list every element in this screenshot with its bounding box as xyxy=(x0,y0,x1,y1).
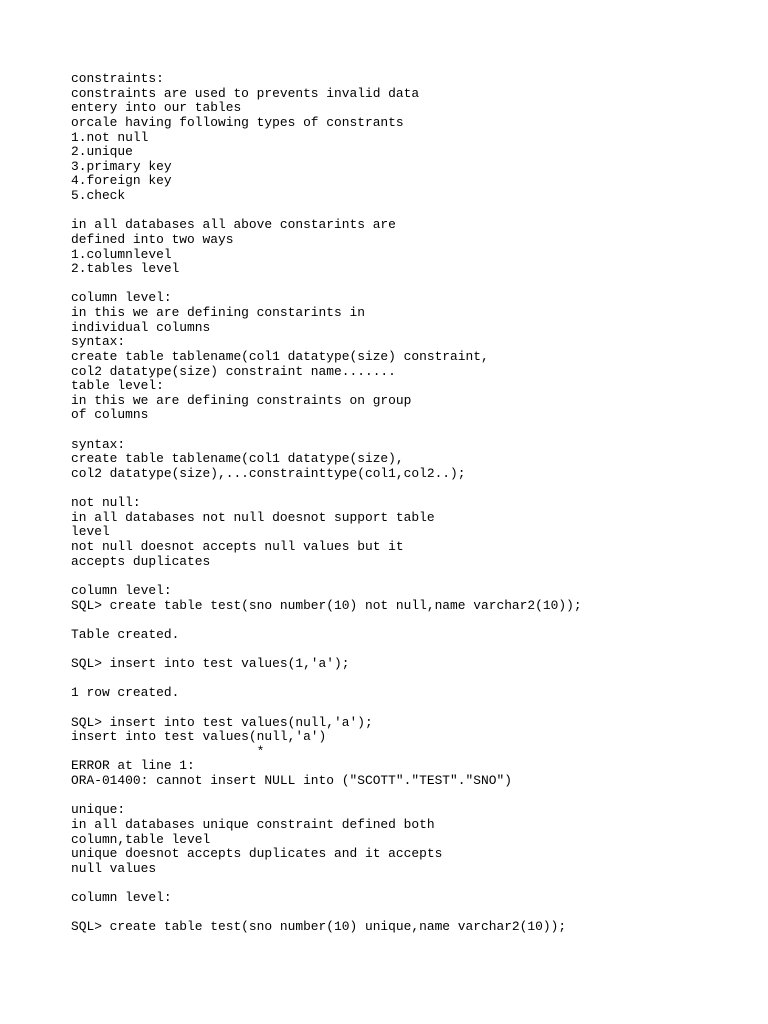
text-line: orcale having following types of constrants xyxy=(71,114,404,130)
text-line: null values xyxy=(71,860,157,876)
text-line: in all databases not null doesnot support table xyxy=(71,509,435,525)
blank-line xyxy=(71,423,582,438)
text-line: table level: xyxy=(71,378,164,394)
text-line: syntax: xyxy=(71,334,126,350)
text-line: 2.tables level xyxy=(71,261,180,277)
blank-line xyxy=(71,642,582,657)
text-line: defined into two ways xyxy=(71,231,234,247)
text-line: insert into test values(null,'a') xyxy=(71,729,327,745)
text-line: in this we are defining constarints in xyxy=(71,305,365,320)
text-line: not null: xyxy=(71,495,141,511)
text-line: ERROR at line 1: xyxy=(71,758,195,774)
text-line: 5.check xyxy=(71,188,126,203)
text-line: level xyxy=(71,524,110,540)
text-line: in all databases all above constarints are xyxy=(71,217,396,233)
text-line: 4.foreign key xyxy=(71,173,172,189)
text-line: 2.unique xyxy=(71,144,133,160)
text-line: ORA-01400: cannot insert NULL into ("SCOTT"."TEST"."SNO") xyxy=(71,773,512,788)
text-line: unique: xyxy=(71,802,126,818)
text-line: in this we are defining constraints on group xyxy=(71,392,412,408)
text-line: SQL> create table test(sno number(10) not null,name varchar2(10)); xyxy=(71,597,582,613)
text-line: col2 datatype(size),...constrainttype(col1,col2..); xyxy=(71,465,466,481)
text-line: create table tablename(col1 datatype(size) constraint, xyxy=(71,348,489,364)
blank-line xyxy=(71,482,582,497)
text-line: SQL> insert into test values(null,'a'); xyxy=(71,714,373,730)
blank-line xyxy=(71,613,582,628)
text-line: SQL> insert into test values(1,'a'); xyxy=(71,656,350,671)
blank-line xyxy=(71,701,582,716)
text-line: constraints: xyxy=(71,71,164,86)
text-line: not null doesnot accepts null values but it xyxy=(71,539,404,554)
text-line: constraints are used to prevents invalid data xyxy=(71,85,420,101)
document-text xyxy=(71,72,582,935)
blank-line xyxy=(71,672,582,687)
blank-line xyxy=(71,277,582,292)
blank-line xyxy=(71,569,582,584)
blank-line xyxy=(71,876,582,891)
text-line: create table tablename(col1 datatype(size), xyxy=(71,451,404,467)
text-line: 1.not null xyxy=(71,129,149,145)
text-line: syntax: xyxy=(71,436,126,452)
blank-line xyxy=(71,789,582,804)
text-line: column,table level xyxy=(71,831,211,847)
text-line: unique doesnot accepts duplicates and it accepts xyxy=(71,846,443,862)
text-line: Table created. xyxy=(71,626,180,642)
text-line: column level: xyxy=(71,582,172,598)
text-line: column level: xyxy=(71,290,172,306)
blank-line xyxy=(71,906,582,921)
text-line: of columns xyxy=(71,407,149,423)
text-line: individual columns xyxy=(71,319,211,335)
text-line: accepts duplicates xyxy=(71,553,211,569)
blank-line xyxy=(71,204,582,219)
text-line: * xyxy=(71,743,265,759)
text-line: 1 row created. xyxy=(71,685,180,701)
text-line: entery into our tables xyxy=(71,100,242,116)
text-line: column level: xyxy=(71,890,172,905)
text-line: in all databases unique constraint defined both xyxy=(71,816,435,832)
text-line: SQL> create table test(sno number(10) unique,name varchar2(10)); xyxy=(71,919,567,935)
text-line: 3.primary key xyxy=(71,158,172,174)
text-line: 1.columnlevel xyxy=(71,246,172,262)
text-line: col2 datatype(size) constraint name....... xyxy=(71,363,396,379)
